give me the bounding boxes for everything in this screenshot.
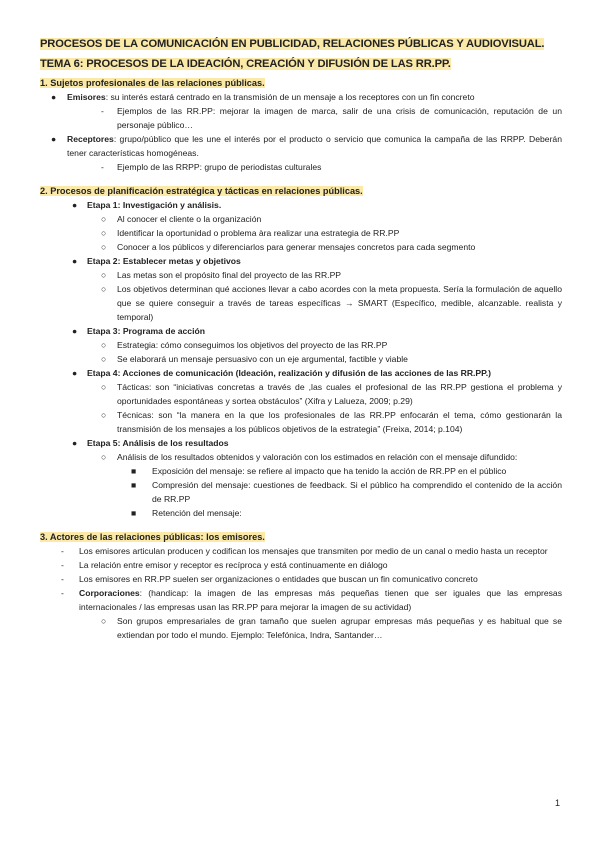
course-title: PROCESOS DE LA COMUNICACIÓN EN PUBLICIDAD, RELACIONES PÚBLICAS Y AUDIOVISUAL. [40,38,545,50]
etapa-2: ● Etapa 2: Establecer metas y objetivos [72,256,241,266]
bullet-icon: ● [72,256,78,266]
etapa-2-item: ○ Los objetivos determinan qué acciones llevar a cabo acordes con la meta propuesta. Sería la formulación de aquello que se quiere conseguir a través de tareas específicas → SMART (Específico, medible, alcanzable. realista y temporal) [101,284,562,322]
circle-bullet-icon: ○ [101,410,107,420]
square-bullet-icon: ■ [131,480,137,490]
etapa-1-item: ○ Identificar la oportunidad o problema àra realizar una estrategia de RR.PP [101,228,400,238]
dash-icon: - [101,106,104,116]
etapa-3-item: ○ Se elaborará un mensaje persuasivo con un eje argumental, factible y viable [101,354,408,364]
circle-bullet-icon: ○ [101,354,107,364]
etapa-3-item: ○ Estrategia: cómo conseguimos los objetivos del proyecto de las RR.PP [101,340,388,350]
section-1-heading: 1. Sujetos profesionales de las relaciones públicas. [40,78,265,88]
bullet-icon: ● [51,92,57,102]
bullet-icon: ● [51,134,57,144]
circle-bullet-icon: ○ [101,228,107,238]
etapa-1-item: ○ Al conocer el cliente o la organización [101,214,262,224]
topic-title: TEMA 6: PROCESOS DE LA IDEACIÓN, CREACIÓN Y DIFUSIÓN DE LAS RR.PP. [40,58,451,70]
etapa-1: ● Etapa 1: Investigación y análisis. [72,200,222,210]
actores-corporaciones: - Corporaciones: (handicap: la imagen de las empresas más pequeñas tienen que ser iguales que las empresas internacionales / las empresas usan las RR.PP para mejorar la imagen de su actividad) [61,588,562,612]
page-number: 1 [554,798,560,808]
actores-item: - Los emisores en RR.PP suelen ser organizaciones o entidades que buscan un fin comunicativo concreto [61,574,478,584]
etapa-1-item: ○ Conocer a los públicos y diferenciarlos para generar mensajes concretos para cada segmento [101,242,476,252]
actores-item: - Los emisores articulan producen y codifican los mensajes que transmiten por medio de un canal o medio hasta un receptor [61,546,548,556]
circle-bullet-icon: ○ [101,242,107,252]
etapa-5-subitem: ■ Compresión del mensaje: cuestiones de feedback. Si el público ha comprendido el contenido de la acción de RR.PP [131,480,562,504]
circle-bullet-icon: ○ [101,340,107,350]
circle-bullet-icon: ○ [101,452,107,462]
dash-icon: - [61,560,64,570]
actores-corporaciones-item: ○ Son grupos empresariales de gran tamaño que suelen agrupar empresas más pequeñas y es habitual que se extiendan por todo el mundo. Ejemplo: Telefónica, Indra, Santander… [101,616,562,640]
circle-bullet-icon: ○ [101,382,107,392]
circle-bullet-icon: ○ [101,616,107,626]
bullet-icon: ● [72,200,78,210]
etapa-4-item: ○ Tácticas: son “iniciativas concretas a través de ,las cuales el profesional de las RR.PP gestiona el problema y oportunidades espontáneas y sortea obstáculos” (Xifra y Lalueza, 2009; p.29) [101,382,562,406]
etapa-4: ● Etapa 4: Acciones de comunicación (Ideación, realización y difusión de las acciones de las RR.PP.) [72,368,492,378]
dash-icon: - [61,546,64,556]
circle-bullet-icon: ○ [101,214,107,224]
etapa-3: ● Etapa 3: Programa de acción [72,326,205,336]
circle-bullet-icon: ○ [101,284,107,294]
document-page [40,34,562,642]
list-item-emisores: ● Emisores: su interés estará centrado en la transmisión de un mensaje a los receptores con un fin concreto [51,92,475,102]
square-bullet-icon: ■ [131,466,137,476]
bullet-icon: ● [72,326,78,336]
etapa-5: ● Etapa 5: Análisis de los resultados [72,438,229,448]
bullet-icon: ● [72,438,78,448]
circle-bullet-icon: ○ [101,270,107,280]
dash-icon: - [61,588,64,598]
section-3-heading: 3. Actores de las relaciones públicas: los emisores. [40,532,265,542]
dash-icon: - [61,574,64,584]
section-2-heading: 2. Procesos de planificación estratégica y tácticas en relaciones públicas. [40,186,363,196]
list-item-emisores-example: - Ejemplos de las RR.PP: mejorar la imagen de marca, salir de una crisis de comunicación, reputación de un personaje público… [101,106,562,130]
etapa-4-item: ○ Técnicas: son “la manera en la que los profesionales de las RR.PP enfocarán el tema, cómo gestionarán la transmisión de los mensajes a los públicos objetivos de la estrategia” (Freixa, 2014; p.104) [101,410,562,434]
actores-item: - La relación entre emisor y receptor es recíproca y está continuamente en diálogo [61,560,388,570]
etapa-5-subitem: ■ Retención del mensaje: [131,508,242,518]
etapa-5-item: ○ Análisis de los resultados obtenidos y valoración con los estimados en relación con el mensaje difundido: [101,452,518,462]
etapa-2-item: ○ Las metas son el propósito final del proyecto de las RR.PP [101,270,342,280]
list-item-receptores: ● Receptores: grupo/público que les une el interés por el producto o servicio que comunica la campaña de las RRPP. Deberán tener características homogéneas. [51,134,562,158]
dash-icon: - [101,162,104,172]
etapa-5-subitem: ■ Exposición del mensaje: se refiere al impacto que ha tenido la acción de RR.PP en el público [131,466,507,476]
bullet-icon: ● [72,368,78,378]
list-item-receptores-example: - Ejemplo de las RRPP: grupo de periodistas culturales [101,162,322,172]
square-bullet-icon: ■ [131,508,137,518]
